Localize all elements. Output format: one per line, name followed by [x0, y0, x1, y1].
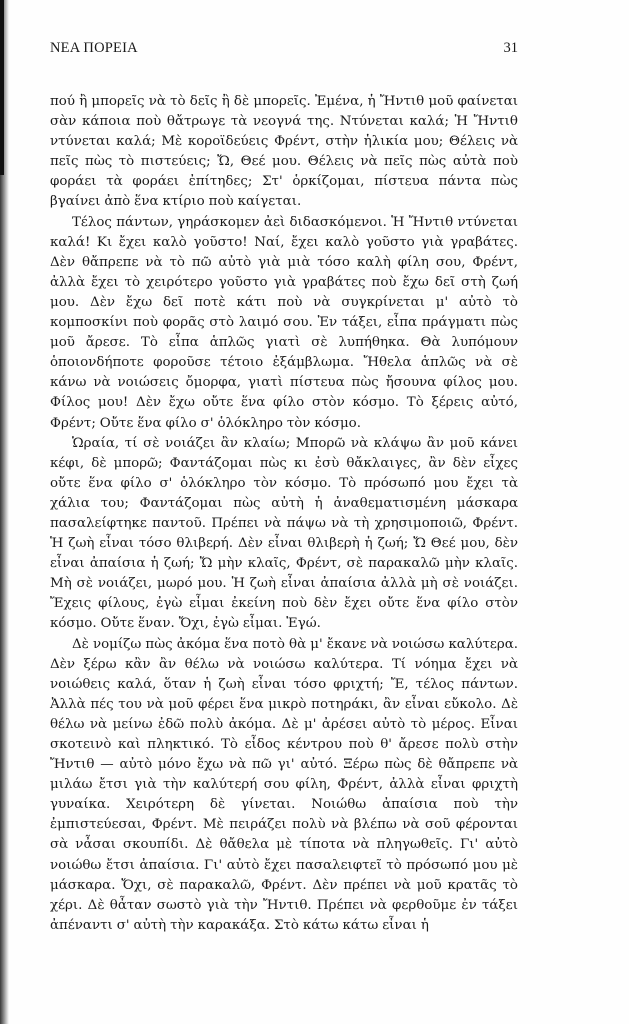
body-text: [50, 92, 518, 936]
paragraph: Δὲ νομίζω πὼς ἀκόμα ἕνα ποτὸ θὰ μ' ἔκανε νὰ νοιώσω καλύτερα. Δὲν ξέρω κἂν ἂν θέλω νὰ νοιώσω καλύτερα. Τί νόημα ἔχει νὰ νοιώθεις καλά, ὅταν ἡ ζωὴ εἶναι τόσο φριχτή; Ἔ, τέλος πάντων. Ἀλλὰ πές του νὰ μοῦ φέρει ἕνα μικρὸ ποτηράκι, ἂν εἶναι εὔκολο. Δὲ θέλω νὰ μείνω ἐδῶ πολὺ ἀκόμα. Δὲ μ' ἀρέσει αὐτὸ τὸ μέρος. Εἶναι σκοτεινὸ καὶ πληκτικό. Τὸ εἶδος κέντρου ποὺ θ' ἄρεσε πολὺ στὴν Ἤντιθ — αὐτὸ μόνο ἔχω νὰ πῶ γι' αὐτό. Ξέρω πὼς δὲ θἄπρεπε νὰ μιλάω ἔτσι γιὰ τὴν καλύτερή σου φίλη, Φρέντ, ἀλλὰ εἶναι φριχτὴ γυναίκα. Χειρότερη δὲ γίνεται. Νοιώθω ἀπαίσια ποὺ τὴν ἐμπιστεύεσαι, Φρέντ. Μὲ πειράζει πολὺ νὰ βλέπω νὰ σοῦ φέρονται σὰ νἆσαι σκουπίδι. Δὲ θἄθελα μὲ τίποτα νὰ πληγωθεῖς. Γι' αὐτὸ νοιώθω ἔτσι ἀπαίσια. Γι' αὐτὸ ἔχει πασαλειφτεῖ τὸ πρόσωπό μου μὲ μάσκαρα. Ὄχι, σὲ παρακαλῶ, Φρέντ. Δὲν πρέπει νὰ μοῦ κρατᾶς τὸ χέρι. Δὲ θἆταν σωστὸ γιὰ τὴν Ἤντιθ. Πρέπει νὰ φερθοῦμε ἐν τάξει ἀπέναντι σ' αὐτὴ τὴν καρακάξα. Στὸ κάτω κάτω εἶναι ἡ: [50, 636, 518, 933]
page-number: 31: [503, 40, 518, 56]
paragraph: πού ἢ μπορεῖς νὰ τὸ δεῖς ἢ δὲ μπορεῖς. Ἐμένα, ἡ Ἤντιθ μοῦ φαίνεται σὰν κάποια ποὺ θἄτρωγε τὰ νεογνά της. Ντύνεται καλά; Ἡ Ἤντιθ ντύνεται καλά; Μὲ κοροϊδεύεις Φρέντ, στὴν ἡλικία μου; Θέλεις νὰ πεῖς πὼς τὸ πιστεύεις; Ὤ, Θεέ μου. Θέλεις νὰ πεῖς πὼς αὐτὰ ποὺ φοράει τὰ φοράει ἐπίτηδες; Στ' ὁρκίζομαι, πίστευα πάντα πὼς βγαίνει ἀπὸ ἕνα κτίριο ποὺ καίγεται.: [50, 94, 518, 210]
running-title: ΝΕΑ ΠΟΡΕΙΑ: [50, 40, 138, 56]
running-header: [50, 40, 518, 60]
page-binding-edge: [0, 0, 4, 175]
paragraph: Τέλος πάντων, γηράσκομεν ἀεὶ διδασκόμενοι. Ἡ Ἤντιθ ντύνεται καλά! Κι ἔχει καλὸ γοῦστο! Ναί, ἔχει καλὸ γοῦστο γιὰ γραβάτες. Δὲν θἄπρεπε νὰ τὸ πῶ αὐτὸ γιὰ μιὰ τόσο καλὴ φίλη σου, Φρέντ, ἀλλὰ ἔχει τὸ χειρότερο γοῦστο γιὰ γραβάτες ποὺ ἔχω δεῖ στὴ ζωή μου. Δὲν ἔχω δεῖ ποτὲ κάτι ποὺ νὰ συγκρίνεται μ' αὐτὸ τὸ κομποσκίνι ποὺ φορᾶς στὸ λαιμό σου. Ἐν τάξει, εἶπα πράγματι πὼς μοῦ ἄρεσε. Τὸ εἶπα ἁπλῶς γιατὶ σὲ λυπήθηκα. Θὰ λυπόμουν ὁποιονδήποτε φοροῦσε τέτοιο ἐξάμβλωμα. Ἤθελα ἁπλῶς νὰ σὲ κάνω νὰ νοιώσεις ὄμορφα, γιατὶ πίστευα πὼς ἤσουνα φίλος μου. Φίλος μου! Δὲν ἔχω οὔτε ἕνα φίλο στὸν κόσμο. Τὸ ξέρεις αὐτό, Φρέντ; Οὔτε ἕνα φίλο σ' ὁλόκληρο τὸν κόσμο.: [50, 214, 518, 431]
paragraph: Ὡραία, τί σὲ νοιάζει ἂν κλαίω; Μπορῶ νὰ κλάψω ἂν μοῦ κάνει κέφι, δὲ μπορῶ; Φαντάζομαι πὼς κι ἐσὺ θἄκλαιγες, ἂν δὲν εἶχες οὔτε ἕνα φίλο σ' ὁλόκληρο τὸν κόσμο. Τὸ πρόσωπό μου ἔχει τὰ χάλια του; Φαντάζομαι πὼς αὐτὴ ἡ ἀναθεματισμένη μάσκαρα πασαλείφτηκε παντοῦ. Πρέπει νὰ πάψω νὰ τὴ χρησιμοποιῶ, Φρέντ. Ἡ ζωὴ εἶναι τόσο θλιβερή. Δὲν εἶναι θλιβερὴ ἡ ζωή; Ὤ Θεέ μου, δὲν εἶναι ἀπαίσια ἡ ζωή; Ὤ μὴν κλαῖς, Φρέντ, σὲ παρακαλῶ μὴν κλαῖς. Μὴ σὲ νοιάζει, μωρό μου. Ἡ ζωὴ εἶναι ἀπαίσια ἀλλὰ μὴ σὲ νοιάζει. Ἔχεις φίλους, ἐγὼ εἶμαι ἐκείνη ποὺ δὲν ἔχει οὔτε ἕνα φίλο στὸν κόσμο. Οὔτε ἕναν. Ὄχι, ἐγὼ εἶμαι. Ἐγώ.: [50, 435, 518, 632]
